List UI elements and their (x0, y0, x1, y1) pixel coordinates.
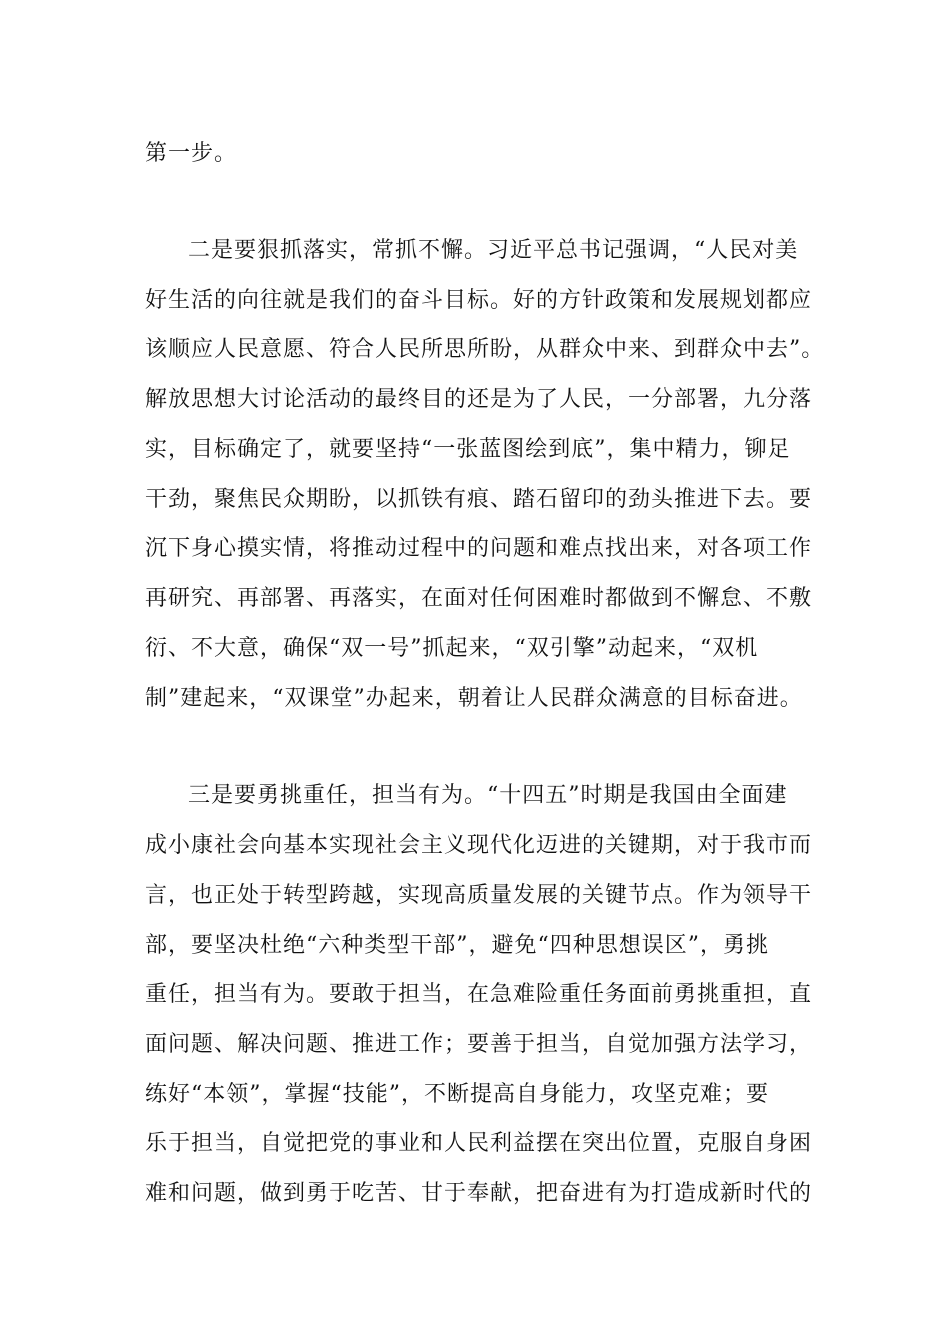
text-line: 干劲，聚焦民众期盼，以抓铁有痕、踏石留印的劲头推进下去。要 (145, 487, 813, 512)
text-line: 部，要坚决杜绝“六种类型干部”，避免“四种思想误区”，勇挑 (145, 933, 769, 958)
text-line: 成小康社会向基本实现社会主义现代化迈进的关键期，对于我市而 (145, 833, 813, 858)
text-line: 好生活的向往就是我们的奋斗目标。好的方针政策和发展规划都应 (145, 288, 813, 313)
paragraph-2-first-line: 二是要狠抓落实，常抓不懈。习近平总书记强调，“人民对美 (188, 238, 799, 263)
text-line: 沉下身心摸实情，将推动过程中的问题和难点找出来，对各项工作 (145, 536, 813, 561)
text-line: 该顺应人民意愿、符合人民所思所盼，从群众中来、到群众中去”。 (145, 337, 825, 362)
text-line: 言，也正处于转型跨越，实现高质量发展的关键节点。作为领导干 (145, 883, 813, 908)
text-line: 制”建起来，“双课堂”办起来，朝着让人民群众满意的目标奋进。 (145, 686, 803, 711)
text-line: 乐于担当，自觉把党的事业和人民利益摆在突出位置，克服自身困 (145, 1131, 813, 1156)
text-line: 练好“本领”，掌握“技能”，不断提高自身能力，攻坚克难；要 (145, 1082, 769, 1107)
text-line: 难和问题，做到勇于吃苦、甘于奉献，把奋进有为打造成新时代的 (145, 1181, 813, 1206)
text-line: 再研究、再部署、再落实，在面对任何困难时都做到不懈怠、不敷 (145, 586, 813, 611)
text-line: 面问题、解决问题、推进工作；要善于担当，自觉加强方法学习， (145, 1032, 813, 1057)
text-line: 解放思想大讨论活动的最终目的还是为了人民，一分部署，九分落 (145, 387, 813, 412)
text-line: 第一步。 (145, 141, 238, 166)
paragraph-3-first-line: 三是要勇挑重任，担当有为。“十四五”时期是我国由全面建 (188, 783, 788, 808)
text-line: 重任，担当有为。要敢于担当，在急难险重任务面前勇挑重担，直 (145, 982, 813, 1007)
text-line: 实，目标确定了，就要坚持“一张蓝图绘到底”，集中精力，铆足 (145, 437, 791, 462)
text-line: 衍、不大意，确保“双一号”抓起来，“双引擎”动起来，“双机 (145, 636, 759, 661)
